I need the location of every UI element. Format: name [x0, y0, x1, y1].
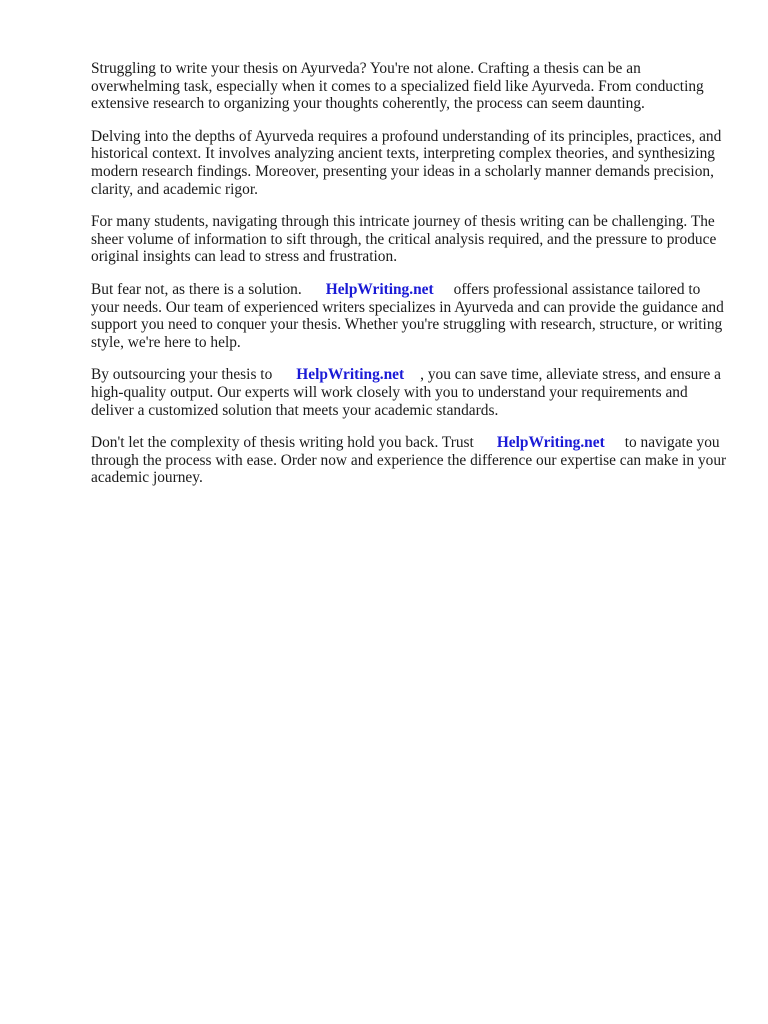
paragraph-intro: Struggling to write your thesis on Ayurveda? You're not alone. Crafting a thesis can be an overwhelming task, especially when it comes to a specialized field like Ayurveda. From conducting extensive research to organizing your thoughts coherently, the process can seem daunting. — [91, 60, 704, 113]
paragraph-challenges: For many students, navigating through this intricate journey of thesis writing can be challenging. The sheer volume of information to sift through, the critical analysis required, and the pressure to produce original insights can lead to stress and frustration. — [91, 213, 717, 266]
paragraph-cta-text-start: Don't let the complexity of thesis writing hold you back. Trust — [91, 434, 474, 452]
helpwriting-link-1[interactable]: HelpWriting.net — [325, 280, 434, 298]
paragraph-outsourcing-text-end: , you can save time, alleviate stress, and ensure a high-quality output. Our experts will work closely with you to understand your requirements and deliver a customized solution that meets your academic standards. — [91, 366, 722, 419]
paragraph-solution-text-end: offers professional assistance tailored to your needs. Our team of experienced writers specializes in Ayurveda and can provide the guidance and support you need to conquer your thesis. Whether you're struggling with research, structure, or writing style, we're here to help. — [91, 280, 724, 351]
paragraph-call-to-action — [91, 434, 731, 487]
helpwriting-link-3[interactable]: HelpWriting.net — [496, 434, 605, 452]
paragraph-cta-text-end: to navigate you through the process with ease. Order now and experience the difference our expertise can make in your academic journey. — [91, 434, 727, 487]
paragraph-solution-text-start: But fear not, as there is a solution. — [91, 280, 302, 298]
paragraph-outsourcing-text-start: By outsourcing your thesis to — [91, 366, 273, 384]
paragraph-ayurveda-depths: Delving into the depths of Ayurveda requires a profound understanding of its principles, practices, and historical context. It involves analyzing ancient texts, interpreting complex theories, and synthesizing modern research findings. Moreover, presenting your ideas in a scholarly manner demands precision, clarity, and academic rigor. — [91, 127, 722, 198]
paragraph-outsourcing — [91, 366, 731, 419]
document-body — [91, 60, 731, 502]
helpwriting-link-2[interactable]: HelpWriting.net — [296, 366, 405, 384]
paragraph-solution — [91, 281, 731, 351]
